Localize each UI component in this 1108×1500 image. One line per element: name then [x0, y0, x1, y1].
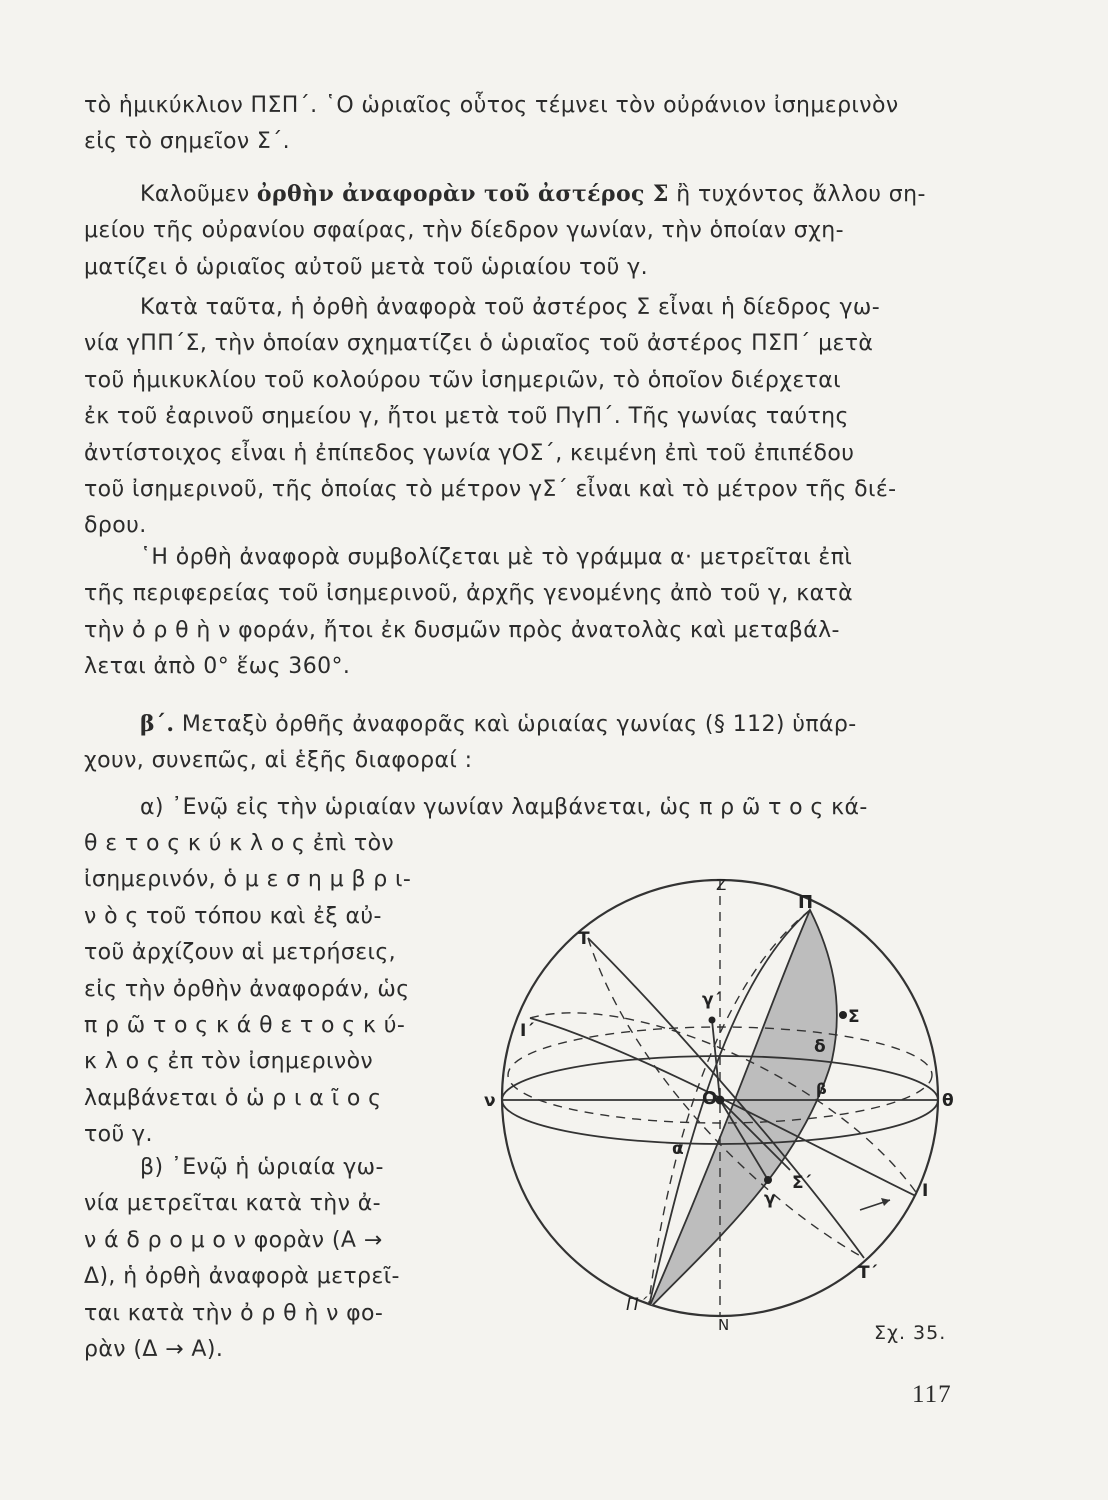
text-line: ται κατὰ τὴν ὀ ρ θ ὴ ν φο- [84, 1300, 384, 1326]
definition-term: ὀρθὴν ἀναφορὰν τοῦ ἀστέρος Σ [256, 181, 669, 207]
text-line: τὸ ἡμικύκλιον ΠΣΠ΄. ῾Ο ὡριαῖος οὗτος τέμνει τὸν οὐράνιον ἰσημερινὸν [84, 93, 899, 118]
celestial-sphere-figure [480, 870, 980, 1330]
text-line [84, 706, 946, 743]
text-run: Καλοῦμεν [140, 182, 257, 207]
text-line: εἰς τὴν ὀρθὴν ἀναφοράν, ὡς [84, 976, 410, 1002]
text-line: τοῦ ἡμικυκλίου τοῦ κολούρου τῶν ἰσημεριῶν, τὸ ὁποῖον διέρχεται [84, 367, 842, 393]
text-line: κ λ ο ς ἐπ τὸν ἰσημερινὸν [84, 1049, 374, 1075]
text-run: ἢ τυχόντος ἄλλου ση- [668, 182, 926, 207]
label-t-prime: T΄ [858, 1263, 878, 1283]
text-line: μείου τῆς οὐρανίου σφαίρας, τὴν δίεδρον γωνίαν, τὴν ὁποίαν σχη- [84, 218, 844, 244]
text-run: Μεταξὺ ὀρθῆς ἀναφορᾶς καὶ ὡριαίας γωνίας (§ 112) ὑπάρ- [174, 712, 857, 737]
label-t: T [578, 929, 590, 949]
text-line: νία μετρεῖται κατὰ τὴν ἀ- [84, 1191, 381, 1217]
text-line: τῆς περιφερείας τοῦ ἰσημερινοῦ, ἀρχῆς γενομένης ἀπὸ τοῦ γ, κατὰ [84, 581, 854, 607]
text-line: ματίζει ὁ ὡριαῖος αὐτοῦ μετὰ τοῦ ὡριαίου τοῦ γ. [84, 254, 648, 280]
text-paragraph-1 [84, 88, 946, 161]
label-gamma-prime: γ΄ [702, 990, 722, 1010]
text-line: ἀντίστοιχος εἶναι ἡ ἐπίπεδος γωνία γΟΣ΄, κειμένη ἐπὶ τοῦ ἐπιπέδου [84, 440, 855, 466]
text-paragraph-4 [84, 540, 946, 686]
text-line: χουν, συνεπῶς, αἱ ἑξῆς διαφοραί : [84, 748, 473, 774]
text-line: τοῦ ἀρχίζουν αἱ μετρήσεις, [84, 940, 397, 966]
text-paragraph-7 [84, 1150, 454, 1368]
text-line: Δ), ἡ ὀρθὴ ἀναφορὰ μετρεῖ- [84, 1264, 400, 1290]
text-paragraph-5 [84, 706, 946, 780]
text-line: ν ὸ ς τοῦ τόπου καὶ ἐξ αὐ- [84, 903, 382, 929]
label-beta: β [816, 1080, 827, 1098]
text-line: ἐκ τοῦ ἐαρινοῦ σημείου γ, ἤτοι μετὰ τοῦ ΠγΠ΄. Τῆς γωνίας ταύτης [84, 404, 849, 430]
text-paragraph-6 [84, 790, 946, 826]
text-paragraph-2 [84, 176, 946, 286]
shaded-lune [648, 910, 837, 1310]
label-gamma: γ [764, 1189, 776, 1209]
label-i: I [922, 1181, 929, 1201]
point-sigma [839, 1011, 847, 1019]
label-alpha: α [672, 1139, 684, 1159]
text-line: τοῦ γ. [84, 1122, 153, 1148]
text-line: α) ᾿Ενῷ εἰς τὴν ὡριαίαν γωνίαν λαμβάνεται, ὡς π ρ ῶ τ ο ς κά- [140, 795, 868, 820]
text-paragraph-3 [84, 290, 946, 545]
text-line: θ ε τ ο ς κ ύ κ λ ο ς ἐπὶ τὸν [84, 831, 395, 856]
label-nu: ν [484, 1091, 496, 1111]
text-line: τὴν ὀ ρ θ ὴ ν φοράν, ἤτοι ἐκ δυσμῶν πρὸς ἀνατολὰς καὶ μεταβάλ- [84, 617, 840, 643]
text-line: δρου. [84, 513, 147, 539]
label-n: N [718, 1316, 730, 1330]
section-label: β΄. [140, 711, 175, 737]
text-line: β) ᾿Ενῷ ἡ ὡριαία γω- [140, 1155, 384, 1180]
text-line [84, 176, 946, 213]
page-number: 117 [912, 1381, 952, 1408]
text-line: εἰς τὸ σημεῖον Σ΄. [84, 129, 290, 155]
label-i-prime: I΄ [520, 1021, 534, 1041]
label-pi: Π [798, 892, 814, 913]
text-line: ἰσημερινόν, ὁ μ ε σ η μ β ρ ι- [84, 867, 412, 893]
text-line: ρὰν (Δ → Α). [84, 1337, 224, 1363]
label-theta: θ [942, 1091, 954, 1111]
text-line: νία γΠΠ΄Σ, τὴν ὁποίαν σχηματίζει ὁ ὡριαῖος τοῦ ἀστέρος ΠΣΠ΄ μετὰ [84, 331, 874, 357]
text-line: λαμβάνεται ὁ ὡ ρ ι α ῖ ο ς [84, 1085, 382, 1111]
text-line: λεται ἀπὸ 0° ἕως 360°. [84, 654, 351, 680]
label-z: Z [716, 876, 727, 894]
point-gamma [764, 1176, 772, 1184]
text-line: π ρ ῶ τ ο ς κ ά θ ε τ ο ς κ ύ- [84, 1013, 406, 1039]
label-delta: δ [814, 1037, 826, 1057]
text-line: Κατὰ ταῦτα, ἡ ὀρθὴ ἀναφορὰ τοῦ ἀστέρος Σ εἶναι ἡ δίεδρος γω- [140, 295, 881, 320]
figure-caption: Σχ. 35. [874, 1322, 947, 1344]
text-column-left [84, 826, 454, 1154]
text-line: ν ά δ ρ ο μ ο ν φορὰν (Α → [84, 1227, 383, 1253]
label-pi-prime: Π΄ [626, 1295, 648, 1315]
text-line: ῾Η ὀρθὴ ἀναφορὰ συμβολίζεται μὲ τὸ γράμμα α· μετρεῖται ἐπὶ [140, 545, 853, 570]
label-sigma-prime: Σ΄ [792, 1173, 812, 1193]
text-line: τοῦ ἰσημερινοῦ, τῆς ὁποίας τὸ μέτρον γΣ΄ εἶναι καὶ τὸ μέτρον τῆς διέ- [84, 477, 897, 503]
point-gamma-prime [709, 1017, 716, 1024]
label-o: O [702, 1088, 718, 1109]
label-sigma: Σ [848, 1007, 860, 1027]
